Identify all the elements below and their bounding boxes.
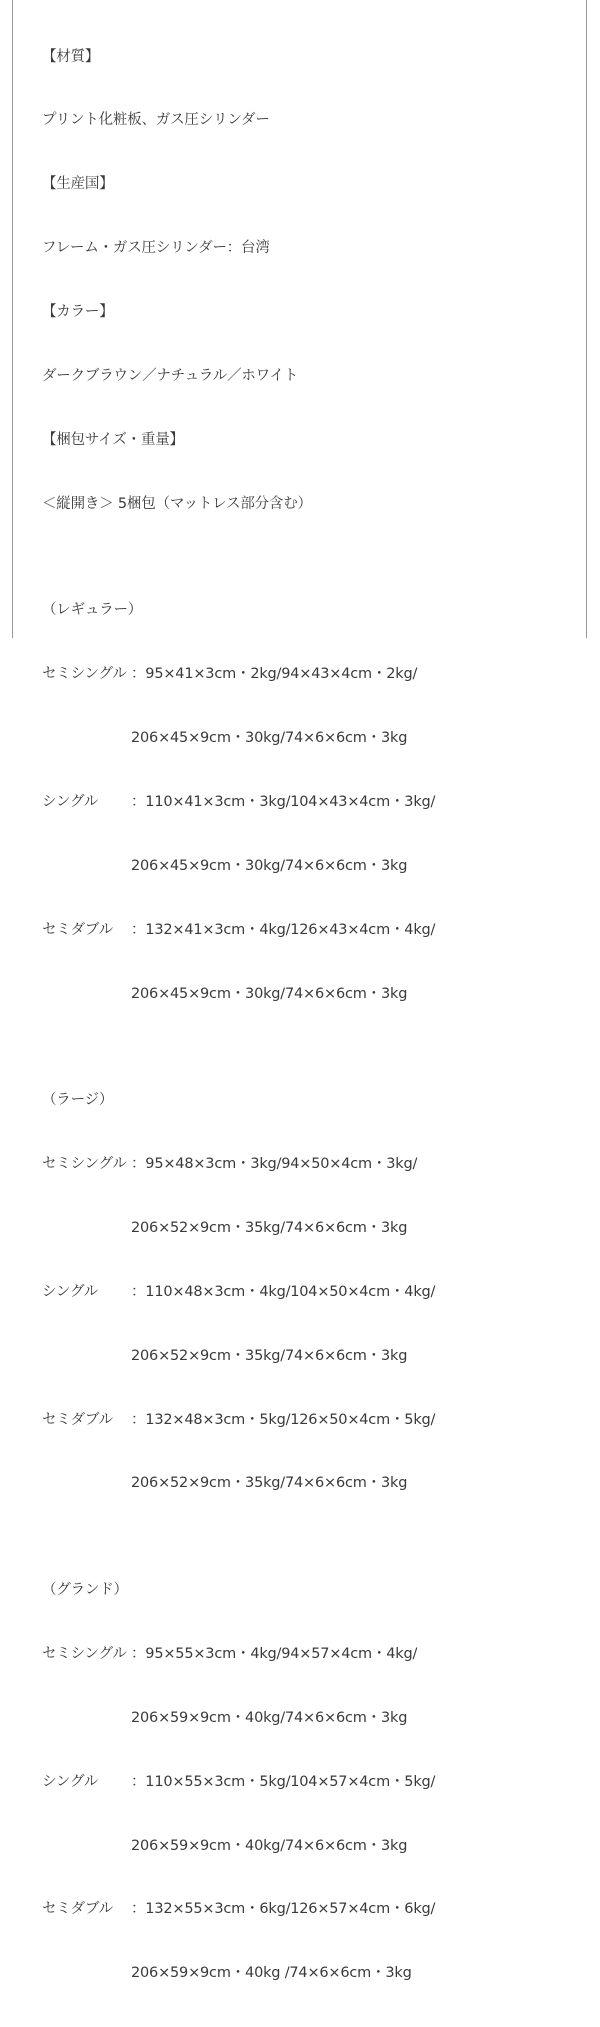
size-label: シングル xyxy=(42,1283,99,1300)
size-group-title: （レギュラー） xyxy=(42,602,143,619)
size-value-line1: ：110×41×3cm・3kg/104×43×4cm・3kg/ xyxy=(131,793,436,810)
color-value: ダークブラウン／ナチュラル／ホワイト xyxy=(42,368,299,385)
size-value-line1: ：110×55×3cm・5kg/104×57×4cm・5kg/ xyxy=(131,1773,436,1790)
material-heading: 【材質】 xyxy=(42,48,100,65)
size-row xyxy=(42,664,435,685)
size-label: シングル xyxy=(42,793,99,810)
material-value: プリント化粧板、ガス圧シリンダー xyxy=(42,112,270,129)
size-label: セミダブル xyxy=(42,1901,113,1918)
size-value-line1: ：132×48×3cm・5kg/126×50×4cm・5kg/ xyxy=(131,1411,436,1428)
spec-panel xyxy=(12,0,587,1982)
size-value-line1: ：110×48×3cm・4kg/104×50×4cm・4kg/ xyxy=(131,1283,436,1300)
package-note: ＜縦開き＞ 5梱包（マットレス部分含む） xyxy=(42,495,312,512)
size-row xyxy=(42,1154,435,1175)
size-label: セミダブル xyxy=(42,921,113,938)
size-value-line2: 206×45×9cm・30kg/74×6×6cm・3kg xyxy=(131,730,408,747)
size-value-line1: ：95×41×3cm・2kg/94×43×4cm・2kg/ xyxy=(131,666,418,683)
size-value-line2: 206×59×9cm・40kg /74×6×6cm・3kg xyxy=(131,1965,412,1982)
size-row xyxy=(42,1899,435,1920)
size-label: セミダブル xyxy=(42,1411,113,1428)
size-value-line1: ：132×55×3cm・6kg/126×57×4cm・6kg/ xyxy=(131,1901,436,1918)
size-label: セミシングル xyxy=(42,1645,127,1662)
size-label: シングル xyxy=(42,1773,99,1790)
size-row xyxy=(42,920,435,941)
size-label: セミシングル xyxy=(42,666,127,683)
package-heading: 【梱包サイズ・重量】 xyxy=(42,431,184,448)
origin-heading: 【生産国】 xyxy=(42,176,114,193)
size-value-line2: 206×52×9cm・35kg/74×6×6cm・3kg xyxy=(131,1219,408,1236)
size-row xyxy=(42,1772,435,1793)
size-row xyxy=(42,1644,435,1665)
size-group-title: （グランド） xyxy=(42,1581,128,1598)
size-value-line2: 206×52×9cm・35kg/74×6×6cm・3kg xyxy=(131,1347,408,1364)
size-row xyxy=(42,1410,435,1431)
size-label: セミシングル xyxy=(42,1156,127,1173)
size-value-line2: 206×59×9cm・40kg/74×6×6cm・3kg xyxy=(131,1837,408,1854)
size-value-line2: 206×59×9cm・40kg/74×6×6cm・3kg xyxy=(131,1709,408,1726)
color-heading: 【カラー】 xyxy=(42,304,114,321)
size-value-line1: ：95×55×3cm・4kg/94×57×4cm・4kg/ xyxy=(131,1645,418,1662)
size-value-line1: ：132×41×3cm・4kg/126×43×4cm・4kg/ xyxy=(131,921,436,938)
size-row xyxy=(42,792,435,813)
size-group-title: （ラージ） xyxy=(42,1092,114,1109)
origin-value: フレーム・ガス圧シリンダー：台湾 xyxy=(42,240,270,257)
spec-content xyxy=(42,4,435,2027)
size-value-line1: ：95×48×3cm・3kg/94×50×4cm・3kg/ xyxy=(131,1156,418,1173)
size-value-line2: 206×45×9cm・30kg/74×6×6cm・3kg xyxy=(131,985,408,1002)
size-value-line2: 206×45×9cm・30kg/74×6×6cm・3kg xyxy=(131,857,408,874)
size-row xyxy=(42,1282,435,1303)
size-value-line2: 206×52×9cm・35kg/74×6×6cm・3kg xyxy=(131,1475,408,1492)
